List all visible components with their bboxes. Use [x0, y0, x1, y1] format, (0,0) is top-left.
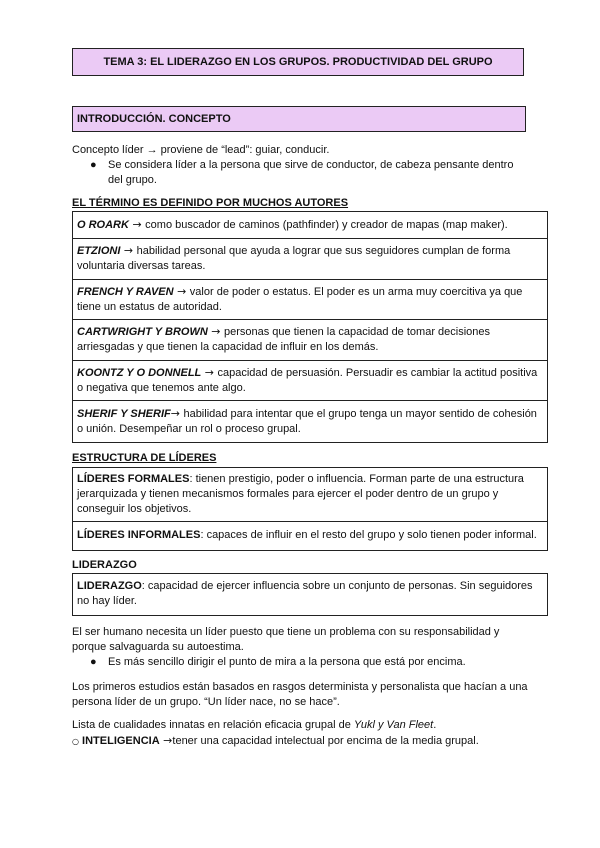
- author-name: CARTWRIGHT Y BROWN: [77, 326, 208, 338]
- arrow-icon: →: [207, 325, 224, 338]
- intro-bullet: [92, 158, 522, 188]
- arrow-icon: →: [128, 217, 146, 231]
- paragraph-3-authors: Yukl y Van Fleet: [353, 719, 434, 731]
- leadership-definition: : capacidad de ejercer influencia sobre un conjunto de personas. Sin seguidores no hay líder.: [77, 580, 533, 607]
- author-row: [73, 361, 547, 401]
- author-definition: habilidad personal que ayuda a lograr que sus seguidores cumplan de forma voluntaria diversas tareas.: [77, 245, 511, 272]
- bullet-icon: ●: [90, 656, 97, 668]
- leadership-heading: LIDERAZGO: [72, 559, 137, 571]
- structure-row: [73, 468, 547, 522]
- author-definition: como buscador de caminos (pathfinder) y creador de mapas (map maker).: [145, 218, 508, 231]
- paragraph-1-bullet: [92, 655, 522, 670]
- author-definition: personas que tienen la capacidad de tomar decisiones arriesgadas y que tienen la capacidad de influir en los demás.: [77, 326, 491, 353]
- author-name: ETZIONI: [77, 245, 121, 257]
- concept-line: Concepto líder → proviene de “lead”: guiar, conducir.: [72, 144, 330, 156]
- paragraph-3-prefix: Lista de cualidades innatas en relación eficacia grupal de: [72, 719, 354, 731]
- author-row: [73, 239, 547, 280]
- author-definition: habilidad para intentar que el grupo tenga un mayor sentido de cohesión o unión. Desempeñar un rol o proceso grupal.: [77, 407, 537, 435]
- arrow-icon: →: [201, 365, 218, 379]
- author-name: KOONTZ Y O DONNELL: [77, 366, 202, 379]
- structure-row: [73, 522, 547, 550]
- paragraph-1-bullet-text: Es más sencillo dirigir el punto de mira a la persona que está por encima.: [108, 656, 466, 668]
- leadership-name: LIDERAZGO: [77, 580, 142, 592]
- structure-definition: : tienen prestigio, poder o influencia. Forman parte de una estructura jerarquizada y tienen mecanismos formales para ejercer el poder dentro de un grupo y conseguir los objetivos.: [77, 472, 524, 515]
- author-name: O ROARK: [77, 218, 129, 231]
- structure-name: LÍDERES INFORMALES: [77, 529, 201, 541]
- structure-table: [72, 467, 548, 551]
- paragraph-1: El ser humano necesita un líder puesto que tiene un problema con su responsabilidad y porque salvaguarda su autoestima.: [72, 626, 500, 653]
- author-name: FRENCH Y RAVEN: [77, 285, 174, 298]
- author-row: [73, 280, 547, 320]
- document-title: [72, 48, 524, 76]
- authors-table: [72, 211, 548, 443]
- paragraph-3-suffix: .: [433, 719, 437, 731]
- intro-heading-box: [72, 106, 526, 132]
- arrow-icon: →: [120, 244, 137, 257]
- author-row: [73, 401, 547, 442]
- bullet-icon: ●: [90, 159, 97, 171]
- intro-bullet-text: Se considera líder a la persona que sirve de conductor, de cabeza pensante dentro del grupo.: [108, 159, 514, 186]
- author-name: SHERIF Y SHERIF: [77, 407, 171, 420]
- structure-heading: ESTRUCTURA DE LÍDERES: [72, 452, 217, 464]
- quality-name: INTELIGENCIA: [82, 735, 160, 747]
- quality-item: [72, 733, 532, 749]
- structure-definition: : capaces de influir en el resto del grupo y solo tienen poder informal.: [200, 529, 537, 541]
- leadership-row: [73, 574, 547, 615]
- author-row: [73, 320, 547, 361]
- paragraph-2: Los primeros estudios están basados en rasgos determinista y personalista que hacían a una persona líder de un grupo. “Un líder nace, no se hace”.: [72, 681, 528, 708]
- arrow-icon: →: [170, 406, 184, 420]
- arrow-icon: →: [173, 284, 190, 298]
- document-title-text: TEMA 3: EL LIDERAZGO EN LOS GRUPOS. PRODUCTIVIDAD DEL GRUPO: [103, 56, 493, 68]
- quality-definition: tener una capacidad intelectual por encima de la media grupal.: [172, 735, 479, 747]
- paragraph-3: [72, 718, 532, 733]
- intro-heading: INTRODUCCIÓN. CONCEPTO: [77, 113, 231, 125]
- author-definition: capacidad de persuasión. Persuadir es cambiar la actitud positiva o negativa que tenemos ante algo.: [77, 366, 538, 394]
- circle-bullet-icon: ○: [72, 737, 79, 746]
- author-definition: valor de poder o estatus. El poder es un arma muy coercitiva ya que tiene un estatus de autoridad.: [77, 285, 523, 313]
- arrow-icon: →: [159, 734, 173, 747]
- authors-heading: EL TÉRMINO ES DEFINIDO POR MUCHOS AUTORES: [72, 197, 349, 209]
- structure-name: LÍDERES FORMALES: [77, 472, 190, 485]
- author-row: [73, 212, 547, 239]
- leadership-table: [72, 573, 548, 616]
